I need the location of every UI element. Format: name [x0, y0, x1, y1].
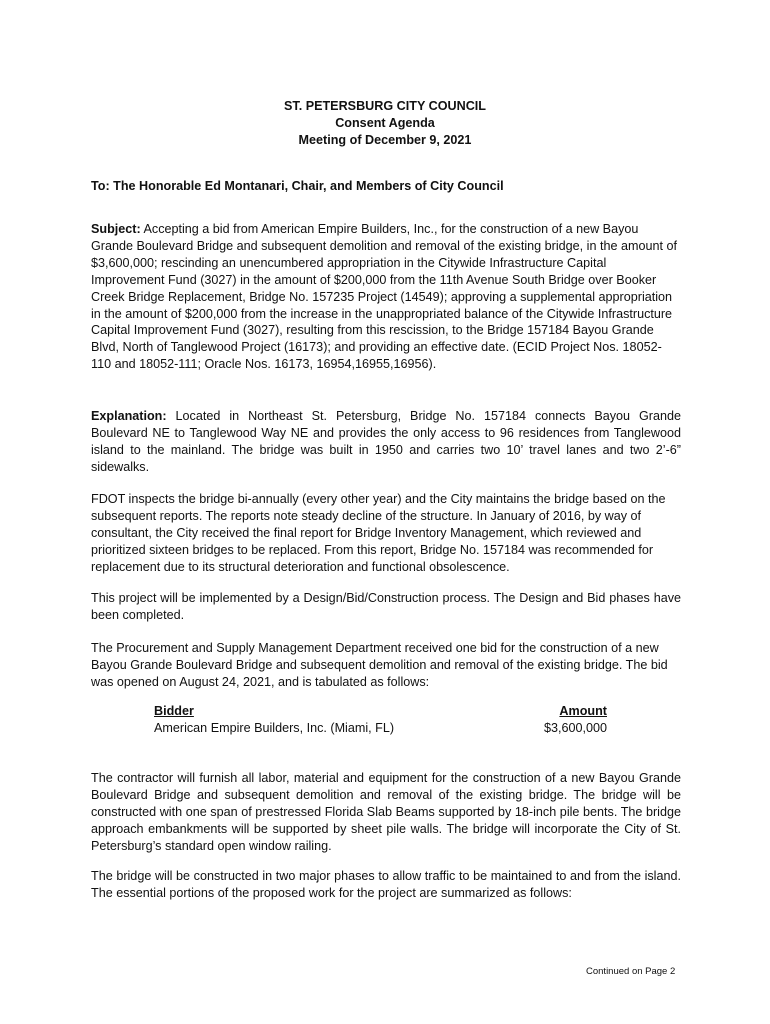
subject-label: Subject:: [91, 222, 141, 236]
explanation-text: Located in Northeast St. Petersburg, Bridge No. 157184 connects Bayou Grande Boulevard NE to Tanglewood Way NE and provides the only access to 96 residences from Tanglewood island to the mainland. The bridge was built in 1950 and carries two 10’ travel lanes and two 2’-6” sidewalks.: [91, 409, 681, 474]
bid-table: [154, 703, 607, 736]
council-title: ST. PETERSBURG CITY COUNCIL: [284, 99, 486, 113]
contractor-paragraph: The contractor will furnish all labor, material and equipment for the construction of a new Bayou Grande Boulevard Bridge and subsequent demolition and removal of the existing bridge. The bridge will be constructed with one span of prestressed Florida Slab Beams supported by 18-inch pile bents. The bridge approach embankments will be supported by sheet pile walls. The bridge will incorporate the City of St. Petersburg’s standard open window railing.: [91, 771, 681, 853]
explanation-label: Explanation:: [91, 409, 167, 423]
table-row: [154, 720, 607, 737]
document-header: [0, 98, 770, 149]
bid-amount: $3,600,000: [543, 720, 607, 735]
procurement-paragraph: The Procurement and Supply Management Department received one bid for the construction of a new Bayou Grande Boulevard Bridge and subsequent demolition and removal of the existing bridge. The bid was opened on August 24, 2021, and is tabulated as follows:: [91, 641, 668, 689]
meeting-date: Meeting of December 9, 2021: [298, 133, 472, 147]
agenda-type: Consent Agenda: [335, 116, 435, 130]
bid-table-header: [154, 703, 607, 720]
bidder-name: American Empire Builders, Inc. (Miami, FL): [154, 720, 395, 735]
bidder-column-header: Bidder: [154, 704, 194, 718]
subject-paragraph: [91, 221, 681, 373]
continued-note: Continued on Page 2: [586, 966, 676, 977]
subject-text: Accepting a bid from American Empire Builders, Inc., for the construction of a new Bayou Grande Boulevard Bridge and subsequent demolition and removal of the existing bridge, in the amount of $3,600,000; rescinding an unencumbered appropriation in the Citywide Infrastructure Capital Improvement Fund (3027) in the amount of $200,000 from the 11th Avenue South Bridge over Booker Creek Bridge Replacement, Bridge No. 157235 Project (14549); approving a supplemental appropriation in the amount of $200,000 from the increase in the unappropriated balance of the Citywide Infrastructure Capital Improvement Fund (3027), resulting from this rescission, to the Bridge 157184 Bayou Grande Blvd, North of Tanglewood Project (16173); and providing an effective date. (ECID Project Nos. 18052-110 and 18052-111; Oracle Nos. 16173, 16954,16955,16956).: [91, 222, 677, 372]
fdot-paragraph: FDOT inspects the bridge bi-annually (every other year) and the City maintains the bridge based on the subsequent reports. The reports note steady decline of the structure. In January of 2016, by way of consultant, the City received the final report for Bridge Inventory Management, which reviewed and prioritized sixteen bridges to be replaced. From this report, Bridge No. 157184 was recommended for replacement due to its structural deterioration and functional obsolescence.: [91, 492, 666, 574]
to-line: To: The Honorable Ed Montanari, Chair, and Members of City Council: [91, 179, 504, 193]
amount-column-header: Amount: [559, 704, 607, 718]
explanation-paragraph: [91, 408, 681, 476]
phases-paragraph: The bridge will be constructed in two major phases to allow traffic to be maintained to and from the island. The essential portions of the proposed work for the project are summarized as follows:: [91, 869, 681, 900]
process-paragraph: This project will be implemented by a Design/Bid/Construction process. The Design and Bid phases have been completed.: [91, 591, 681, 622]
